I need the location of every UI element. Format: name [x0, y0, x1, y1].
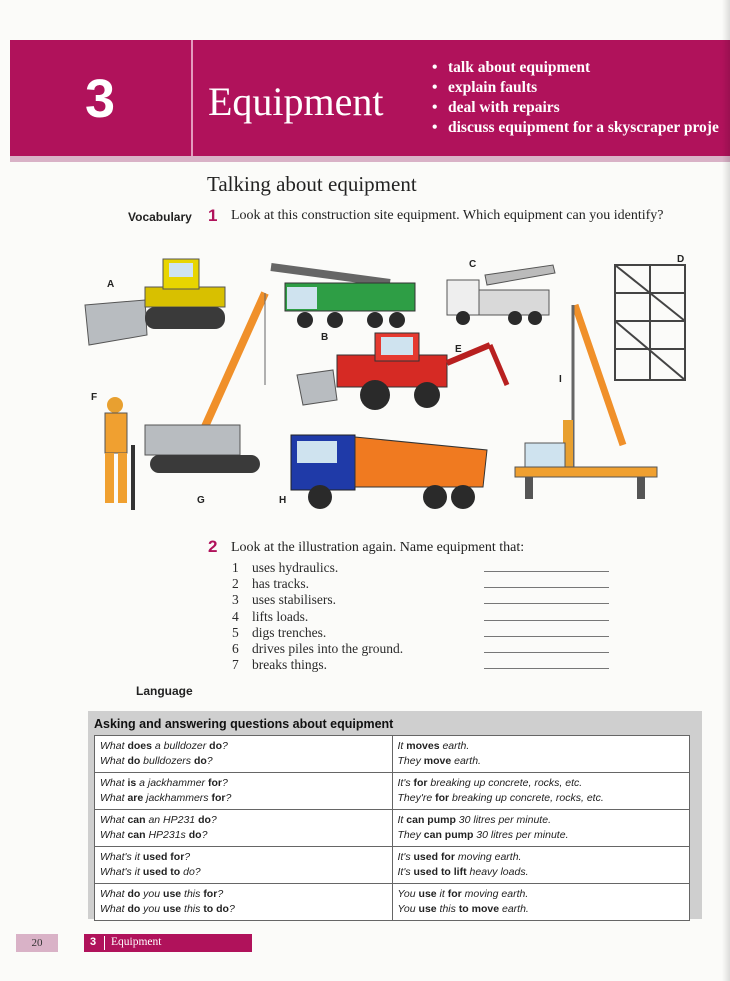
text-segment: What's it [100, 851, 143, 863]
text-segment: What [100, 903, 128, 915]
exercise-2-number: 2 [208, 537, 218, 556]
mobile-crane-illustration [271, 267, 415, 328]
list-item: 2 has tracks. [232, 576, 609, 592]
answer-cell [392, 773, 690, 810]
answer-line-text [398, 754, 685, 769]
text-segment: What [100, 755, 128, 767]
list-item: 6 drives piles into the ground. [232, 641, 609, 657]
question-line [100, 739, 387, 754]
text-segment: an HP231 [145, 814, 199, 826]
text-segment: do? [180, 866, 201, 878]
exercise-2-list [232, 560, 609, 673]
key-word: used for [413, 851, 455, 863]
text-segment: You [397, 888, 419, 900]
answer-line-text [398, 813, 685, 828]
text-segment: this [181, 903, 204, 915]
pile-driver-illustration [515, 305, 657, 499]
text-segment: a jackhammer [136, 777, 208, 789]
unit-objectives [430, 58, 719, 138]
objective-item: • talk about equipment [430, 58, 719, 78]
text-segment: ? [201, 829, 208, 841]
text-segment: 30 litres per minute. [473, 829, 569, 841]
answer-line[interactable] [484, 657, 609, 669]
equipment-label: B [321, 332, 329, 343]
key-word: do [188, 829, 202, 841]
text-segment: a bulldozer [151, 740, 210, 752]
text-segment: jackhammers [143, 792, 212, 804]
answer-line[interactable] [484, 560, 609, 572]
footer-unit-title: Equipment [111, 936, 162, 948]
answer-cell [392, 810, 690, 847]
text-segment: this [436, 903, 459, 915]
text-segment: earth. [439, 740, 470, 752]
equipment-label: C [469, 259, 477, 270]
text-segment: this [181, 888, 204, 900]
list-item: 4 lifts loads. [232, 609, 609, 625]
list-item: 3 uses stabilisers. [232, 592, 609, 608]
backhoe-loader-illustration [297, 333, 507, 410]
answer-line-text [398, 828, 685, 843]
key-word: can [127, 829, 146, 841]
text-segment: It's [397, 866, 414, 878]
key-word: used to [142, 866, 181, 878]
objective-item: • deal with repairs [430, 98, 719, 118]
key-word: is [127, 777, 137, 789]
key-word: for [435, 792, 450, 804]
answer-line[interactable] [484, 609, 609, 621]
vocabulary-label: Vocabulary [128, 210, 192, 224]
equipment-label: D [677, 254, 685, 265]
question-line [100, 902, 387, 917]
text-segment: you [140, 888, 164, 900]
text-segment: HP231s [145, 829, 189, 841]
jackhammer-worker-illustration [105, 397, 133, 510]
key-word: do [193, 755, 207, 767]
question-line [100, 813, 387, 828]
objective-item: • discuss equipment for a skyscraper proje [430, 118, 719, 138]
equipment-label: F [91, 392, 98, 403]
answer-cell [392, 736, 690, 773]
question-cell [95, 773, 393, 810]
key-word: for [211, 792, 226, 804]
text-segment: ? [228, 903, 235, 915]
text-segment: bulldozers [140, 755, 194, 767]
page-edge-shadow [722, 0, 730, 981]
text-segment: ? [210, 814, 217, 826]
question-line [100, 865, 387, 880]
text-segment: ? [206, 755, 213, 767]
key-word: for [413, 777, 428, 789]
table-row [95, 847, 690, 884]
question-line [100, 887, 387, 902]
banner-bottom-strip [10, 156, 730, 162]
exercise-1-number: 1 [208, 206, 218, 225]
text-segment: What [100, 829, 128, 841]
text-segment: What [100, 740, 128, 752]
answer-line-text [398, 865, 685, 880]
question-line [100, 754, 387, 769]
unit-banner [10, 40, 730, 156]
answer-cell [392, 884, 690, 921]
key-word: to move [458, 903, 500, 915]
text-segment: What [100, 814, 128, 826]
language-box-title: Asking and answering questions about equipment [94, 717, 394, 731]
text-segment: It [397, 814, 407, 826]
equipment-label: E [455, 344, 462, 355]
objective-item: • explain faults [430, 78, 719, 98]
text-segment: ? [221, 740, 228, 752]
answer-line-text [398, 902, 685, 917]
question-line [100, 850, 387, 865]
key-word: do [209, 740, 222, 752]
text-segment: You [397, 903, 419, 915]
text-segment: They [397, 829, 424, 841]
key-word: use [163, 903, 182, 915]
key-word: for [447, 888, 462, 900]
table-row [95, 810, 690, 847]
text-segment: moving earth. [454, 851, 522, 863]
text-segment: They're [397, 792, 436, 804]
key-word: moves [406, 740, 440, 752]
list-item: 5 digs trenches. [232, 625, 609, 641]
key-word: do [127, 903, 141, 915]
equipment-label: G [197, 495, 205, 506]
language-box [88, 711, 702, 919]
text-segment: breaking up concrete, rocks, etc. [427, 777, 583, 789]
answer-line[interactable] [484, 625, 609, 637]
answer-line-text [398, 776, 685, 791]
equipment-label: A [107, 279, 115, 290]
question-cell [95, 810, 393, 847]
list-item: 1 uses hydraulics. [232, 560, 609, 576]
equipment-label: H [279, 495, 287, 506]
text-segment: What's it [100, 866, 143, 878]
table-row [95, 884, 690, 921]
key-word: use [163, 888, 182, 900]
text-segment: What [100, 888, 128, 900]
key-word: do [198, 814, 211, 826]
table-row [95, 736, 690, 773]
answer-line-text [398, 887, 685, 902]
list-item: 7 breaks things. [232, 657, 609, 673]
exercise-1-instruction: Look at this construction site equipment. Which equipment can you identify? [231, 208, 664, 223]
unit-title: Equipment [208, 79, 384, 124]
question-cell [95, 884, 393, 921]
text-segment: heavy loads. [466, 866, 529, 878]
key-word: use [418, 888, 437, 900]
language-label: Language [136, 684, 193, 698]
text-segment: ? [225, 792, 232, 804]
answer-line-text [398, 850, 685, 865]
key-word: for [207, 777, 222, 789]
key-word: does [127, 740, 152, 752]
question-line [100, 776, 387, 791]
text-segment: It's [397, 777, 414, 789]
text-segment: ? [217, 888, 224, 900]
text-segment: earth. [499, 903, 529, 915]
key-word: used for [142, 851, 185, 863]
text-segment: you [140, 903, 164, 915]
page-number: 20 [16, 934, 58, 952]
section-heading: Talking about equipment [207, 172, 417, 196]
text-segment: It [397, 740, 407, 752]
question-line [100, 791, 387, 806]
question-cell [95, 736, 393, 773]
text-segment: They [397, 755, 424, 767]
banner-divider [191, 40, 193, 156]
dump-truck-illustration [291, 435, 487, 509]
unit-number: 3 [85, 69, 116, 129]
text-segment: 30 litres per minute. [455, 814, 551, 826]
text-segment: it [436, 888, 448, 900]
answer-line-text [398, 791, 685, 806]
key-word: are [127, 792, 144, 804]
answer-line[interactable] [484, 592, 609, 604]
text-segment: ? [221, 777, 228, 789]
answer-line[interactable] [484, 576, 609, 588]
key-word: move [423, 755, 452, 767]
answer-line[interactable] [484, 641, 609, 653]
text-segment: What [100, 777, 128, 789]
text-segment: ? [184, 851, 191, 863]
text-segment: earth. [451, 755, 481, 767]
text-segment: moving earth. [461, 888, 529, 900]
scaffolding-illustration [615, 265, 685, 380]
footer-divider [104, 936, 105, 950]
equipment-label: I [559, 374, 562, 385]
key-word: do [127, 755, 141, 767]
language-table [94, 735, 690, 921]
key-word: for [203, 888, 218, 900]
bulldozer-illustration [85, 259, 225, 345]
key-word: can pump [423, 829, 474, 841]
key-word: use [418, 903, 437, 915]
text-segment: It's [397, 851, 414, 863]
text-segment: What [100, 792, 128, 804]
key-word: to do [203, 903, 229, 915]
construction-equipment-illustration [75, 245, 715, 520]
answer-cell [392, 847, 690, 884]
footer-unit-bar [84, 934, 252, 952]
footer-unit-number: 3 [90, 936, 97, 948]
key-word: can pump [406, 814, 456, 826]
question-cell [95, 847, 393, 884]
answer-line-text [398, 739, 685, 754]
key-word: do [127, 888, 141, 900]
exercise-2-instruction: Look at the illustration again. Name equipment that: [231, 540, 525, 555]
text-segment: breaking up concrete, rocks, etc. [449, 792, 604, 804]
key-word: used to lift [413, 866, 467, 878]
key-word: can [127, 814, 146, 826]
concrete-pump-truck-illustration [447, 265, 555, 325]
question-line [100, 828, 387, 843]
table-row [95, 773, 690, 810]
